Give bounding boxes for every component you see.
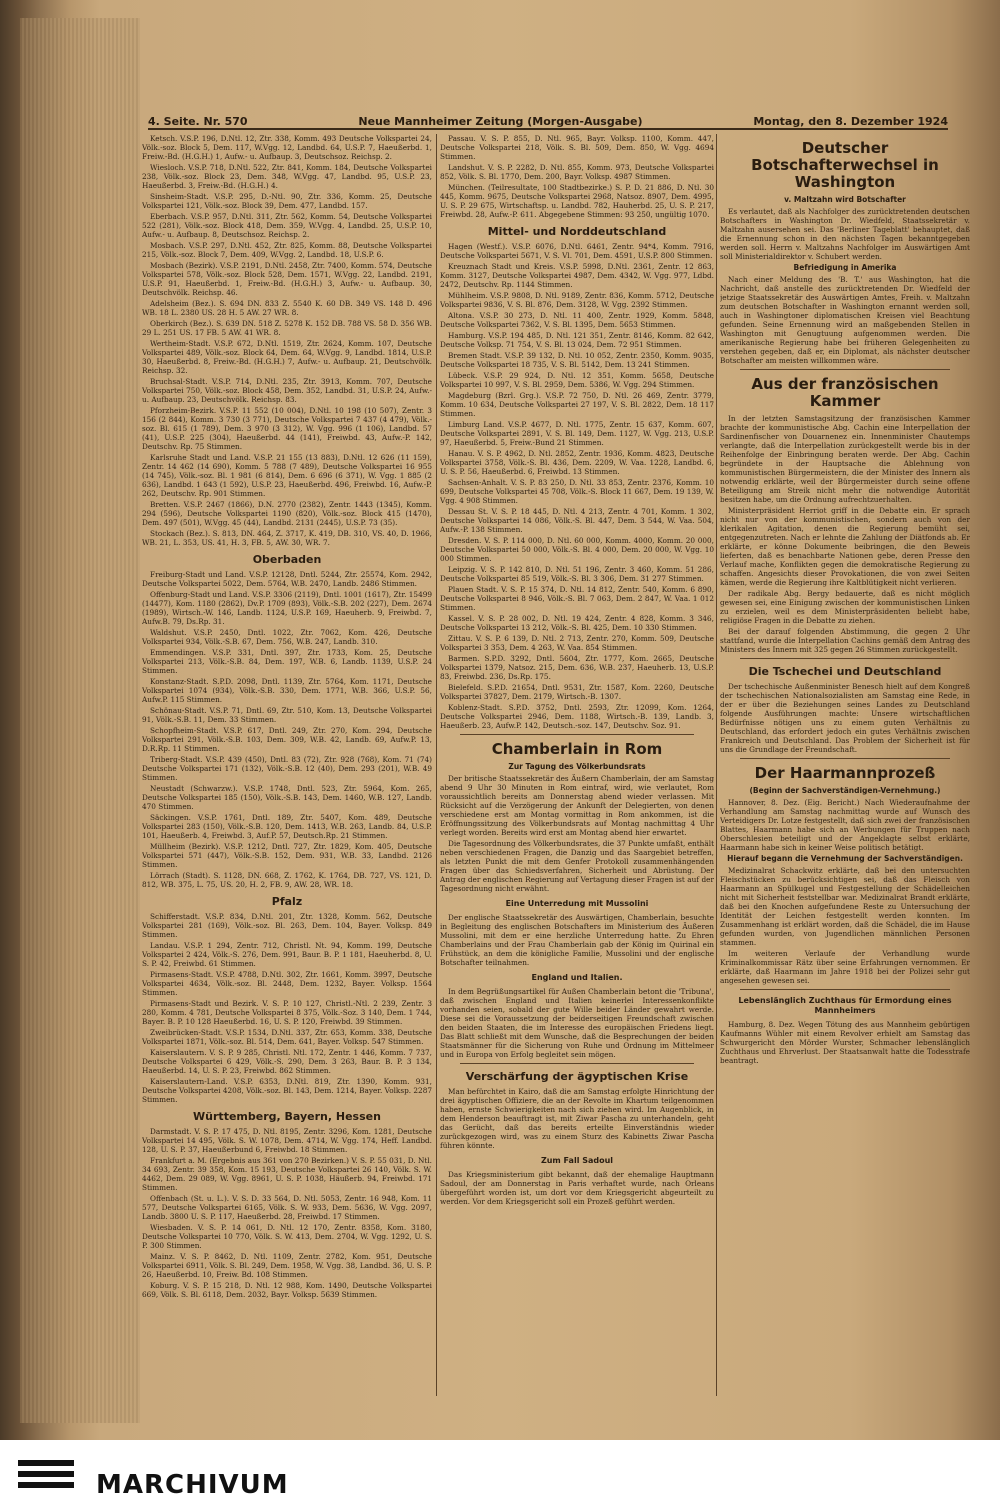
subheading-sadoul: Zum Fall Sadoul: [540, 1156, 614, 1165]
archive-footer: [0, 1440, 1000, 1512]
result-paragraph: Karlsruhe Stadt und Land. V.S.P. 21 155 (13 883), D.Ntl. 12 626 (11 159), Zentr. 14 462 (14 690), Komm. 5 788 (7 489), Deutsche Volkspartei 16 955 (14 745), Völk.-soz. Bl. 1 981 (6 814), Dem. 6 696 (6 371), W. Vgg. 1 885 (2 636), Landbd. 1 643 (1 592), U.S.P. 23, Haeußerbd. 496, Freiwbd. 16, Aufw.-P. 262, Deutschv. Rp. 901 Stimmen.: [142, 453, 432, 498]
headline-chamberlain: Chamberlain in Rom: [491, 740, 663, 758]
result-paragraph: Mosbach. V.S.P. 297, D.Ntl. 452, Ztr. 825, Komm. 88, Deutsche Volkspartei 215, Völk.-soz. Block 7, Dem. 409, W.Vgg. 2, Landbd. 18, U.S.P. 6.: [142, 241, 432, 259]
result-paragraph: Pirmasens-Stadt. V.S.P. 4788, D.Ntl. 302, Ztr. 1661, Komm. 3997, Deutsche Volkspartei 4634, Völk.-soz. Bl. 2448, Dem. 1232, Bayer. Volksp. 1564 Stimmen.: [142, 970, 432, 997]
subheadline: Hierauf begann die Vernehmung der Sachverständigen.: [727, 854, 963, 863]
article-paragraph: Hannover, 8. Dez. (Eig. Bericht.) Nach Wiederaufnahme der Verhandlung am Samstag nachmittag wurde auf Wunsch des Verteidigers Dr. Lotze festgestellt, daß sich zwei der französischen Blattes, Haarmann habe sich an Werbungen für Truppen nach Oberschlesien beteiligt und der Angeklagte selbst erklärte, Haarmann habe sich in keiner Weise politisch betätigt.: [720, 798, 970, 852]
article-paragraph: Bei der darauf folgenden Abstimmung, die gegen 2 Uhr stattfand, wurde die Interpellation Cachins gemäß dem Antrag des Ministers des Innern mit 325 gegen 26 Stimmen zurückgestellt.: [720, 627, 970, 654]
result-paragraph: Wiesbaden. V. S. P. 14 061, D. Ntl. 12 170, Zentr. 8358, Kom. 3180, Deutsche Volkspartei 10 770, Völk. S. W. 413, Dem. 2704, W. Vgg. 1292, U. S. P. 300 Stimmen.: [142, 1223, 432, 1250]
headline-tschechei: Die Tschechei und Deutschland: [748, 665, 942, 678]
column-right: [720, 134, 970, 1396]
article-paragraph: Es verlautet, daß als Nachfolger des zurücktretenden deutschen Botschafters in Washington Dr. Wiedfeld, Staatssekretär v. Maltzahn ausersehen sei. Das 'Berliner Tageblatt' behauptet, daß die Ernennung schon in den nächsten Tagen bekanntgegeben werden soll. Herrn v. Maltzahns Nachfolger im Auswärtigen Amt soll Ministerialdirektor v. Schubert werden.: [720, 207, 970, 261]
result-paragraph: Hamburg. V.S.P. 194 485, D. Ntl. 121 351, Zentr. 8146, Komm. 82 642, Deutsche Volksp. 71 754, V. S. Bl. 13 024, Dem. 72 951 Stimmen.: [440, 331, 714, 349]
result-paragraph: Dresden. V. S. P. 114 000, D. Ntl. 60 000, Komm. 4000, Komm. 20 000, Deutsche Volkspartei 50 000, Völk.-S. Bl. 4 000, Dem. 20 000, W. Vgg. 10 000 Stimmen.: [440, 536, 714, 563]
column-middle: [440, 134, 714, 1396]
article-paragraph: In der letzten Samstagsitzung der französischen Kammer brachte der kommunistische Abg. Cachin eine Interpellation der Sardinenfischer von Douarnenez ein. Innenminister Chautemps verlangte, daß die Interpellation zurückgestellt werde bis in der Reihenfolge der Einbringung beraten werde. Der Abg. Cachin begründete in der Hauptsache die Ablehnung von kommunistischen Bürgermeistern, die der Minister des Innern als notwendig erklärte, weil der Bürgermeister durch seine offene Beteiligung am Streik nicht mehr die notwendige Autorität besitzen habe, um die Ordnung aufrechtzuerhalten.: [720, 414, 970, 504]
issue-date: Montag, den 8. Dezember 1924: [753, 115, 948, 128]
result-paragraph: Bretten. V.S.P. 2467 (1866), D.N. 2770 (2382), Zentr. 1443 (1345), Komm. 294 (596), Deutsche Volkspartei 1190 (820), Völk.-soz. Block 415 (1470), Dem. 497 (501), W.Vgg. 45 (44), Landbd. 2131 (2445), U.S.P. 73 (35).: [142, 500, 432, 527]
result-paragraph: Pforzheim-Bezirk. V.S.P. 11 552 (10 004), D.Ntl. 10 198 (10 507), Zentr. 3 156 (2 844), Komm. 3 730 (3 771), Deutsche Volkspartei 7 437 (4 479), Völk.-soz. Bl. 615 (1 789), Dem. 3 970 (3 312), W. Vgg. 996 (1 106), Landbd. 57 (41), U.S.P. 225 (304), Haeußerbd. 44 (141), Freiwbd. 43, Aufw.-P. 142, Deutschv. Rp. 75 Stimmen.: [142, 406, 432, 451]
section-heading-pfalz: Pfalz: [271, 895, 303, 908]
result-paragraph: Plauen Stadt. V. S. P. 15 374, D. Ntl. 14 812, Zentr. 540, Komm. 6 890, Deutsche Volkspartei 8 946, Völk.-S. Bl. 7 063, Dem. 2 847, W. Vaa. 1 012 Stimmen.: [440, 585, 714, 612]
headline-kammer: Aus der französischen Kammer: [751, 375, 939, 410]
result-paragraph: Schönau-Stadt. V.S.P. 71, Dntl. 69, Ztr. 510, Kom. 13, Deutsche Volkspartei 91, Völk.-S.B. 11, Dem. 33 Stimmen.: [142, 706, 432, 724]
article-paragraph: Ministerpräsident Herriot griff in die Debatte ein. Er sprach nicht nur von der kommunistischen, sondern auch von der klerikalen Agitation, denen die Regierung bemüht sei, entgegenzutreten. Nach er lehnte die Zahlung der Diätfonds ab. Er erklärte, er könne Dokumente beibringen, die den Beweis lieferten, daß es benachbarte Nationen gebe, deren Presse den Verlauf mache, Konflikten gegen die demokratische Regierung zu schaffen. Angesichts dieser Provokationen, die von zwei Seiten kämen, werde die Regierung ihre Kaltblütigkeit nicht verlieren.: [720, 506, 970, 587]
section-heading-oberbaden: Oberbaden: [252, 553, 322, 566]
result-paragraph: Frankfurt a. M. (Ergebnis aus 361 von 270 Bezirken.) V. S. P. 55 031, D. Ntl. 34 693, Zentr. 39 358, Kom. 15 193, Deutsche Volkspartei 26 140, Völk. S. W. 4462, Dem. 29 089, W. Vgg. 8961, U. S. P. 1038, Häußerb. 94, Freiwbd. 171 Stimmen.: [142, 1156, 432, 1192]
result-paragraph: Altona. V.S.P. 30 273, D. Ntl. 11 400, Zentr. 1929, Komm. 5848, Deutsche Volkspartei 7362, V. S. Bl. 1395, Dem. 5653 Stimmen.: [440, 311, 714, 329]
result-paragraph: Bruchsal-Stadt. V.S.P. 714, D.Ntl. 235, Ztr. 3913, Komm. 707, Deutsche Volkspartei 750, Völk.-soz. Block 458, Dem. 352, Landbd. 31, U.S.P. 24, Aufw.- u. Aufbaup. 23, Deutschvölk. Reichsp. 83.: [142, 377, 432, 404]
subheadline: Befriedigung in Amerika: [793, 263, 897, 272]
divider: [460, 734, 694, 735]
divider: [740, 369, 950, 370]
result-paragraph: Dessau St. V. S. P. 18 445, D. Ntl. 4 213, Zentr. 4 701, Komm. 1 302, Deutsche Volkspartei 14 086, Völk.-S. Bl. 447, Dem. 3 544, W. Vaa. 504, Aufw.-P. 138 Stimmen.: [440, 507, 714, 534]
result-paragraph: Hanau. V. S. P. 4962, D. Ntl. 2852, Zentr. 1936, Komm. 4823, Deutsche Volkspartei 3758, Völk.-S. Bl. 436, Dem. 2209, W. Vaa. 1228, Landbd. 6, U. S. P. 56, Haeußerbd. 6, Freiwbd. 13 Stimmen.: [440, 449, 714, 476]
headline-aegypten: Verschärfung der ägyptischen Krise: [465, 1070, 689, 1083]
column-election-results: [142, 134, 432, 1396]
article-paragraph: Man befürchtet in Kairo, daß die am Samstag erfolgte Hinrichtung der drei ägyptischen Offiziere, die an der Revolte im Khartum teilgenommen haben, ernste Schwierigkeiten nach sich ziehen wird. Im Augenblick, in dem Henderson beauftragt ist, mit Ziwar Pascha zu unterhandeln, geht das Gerücht, daß das bereits erteilte Einverständnis wieder zurückgezogen wird, was zu einem Sturz des Kabinetts Ziwar Pascha führen könnte.: [440, 1087, 714, 1150]
column-rule: [716, 134, 717, 1396]
result-paragraph: Mosbach (Bezirk). V.S.P. 2191, D.Ntl. 2458, Ztr. 7400, Komm. 574, Deutsche Volkspartei 578, Völk.-soz. Block 528, Dem. 1571, W.Vgg. 22, Landbd. 2191, U.S.P. 91, Haeußerbd. 1, Freiw.-Bd. (H.G.H.) 3, Aufw.- u. Aufbaup. 30, Deutschvölk. Reichsp. 46.: [142, 261, 432, 297]
result-paragraph: Lübeck. V.S.P. 29 924, D. Ntl. 12 351, Komm. 5658, Deutsche Volkspartei 10 997, V. S. Bl. 2959, Dem. 5386, W. Vgg. 294 Stimmen.: [440, 371, 714, 389]
result-paragraph: Sinsheim-Stadt. V.S.P. 295, D.-Ntl. 90, Ztr. 336, Komm. 25, Deutsche Volkspartei 121, Völk.-soz. Block 39, Dem. 477, Landbd. 157.: [142, 192, 432, 210]
result-paragraph: Leipzig. V. S. P. 142 810, D. Ntl. 51 196, Zentr. 3 460, Komm. 51 286, Deutsche Volkspartei 85 519, Völk.-S. Bl. 3 306, Dem. 31 277 Stimmen.: [440, 565, 714, 583]
result-paragraph: Freiburg-Stadt und Land. V.S.P. 12128, Dntl. 5244, Ztr. 25574, Kom. 2942, Deutsche Volkspartei 5022, Dem. 5764, W.B. 2470, Landb. 2486 Stimmen.: [142, 570, 432, 588]
article-paragraph: Der tschechische Außenminister Benesch hielt auf dem Kongreß der tschechischen Nationalsozialisten am Samstag eine Rede, in der er über die Beziehungen seines Landes zu Deutschland folgende Ausführungen machte: Unsere wirtschaftlichen Bedürfnisse nötigen uns zu einem guten Verhältnis zu Deutschland, das erfordert jedoch ein gutes Verhältnis zwischen Frankreich und Deutschland. Das Problem der Sicherheit ist für uns die Grundlage der Freundschaft.: [720, 682, 970, 754]
archive-brand: MARCHIVUM: [96, 1470, 289, 1500]
result-paragraph: Mühlheim. V.S.P. 9808, D. Ntl. 9189, Zentr. 836, Komm. 5712, Deutsche Volkspartei 9836, V. S. Bl. 876, Dem. 3128, W. Vgg. 2392 Stimmen.: [440, 291, 714, 309]
result-paragraph: Bielefeld. S.P.D. 21654, Dntl. 9531, Ztr. 1587, Kom. 2260, Deutsche Volkspartei 37827, Dem. 2179, Wirtsch.-B. 1307.: [440, 683, 714, 701]
result-paragraph: Emmendingen. V.S.P. 331, Dntl. 397, Ztr. 1733, Kom. 25, Deutsche Volkspartei 213, Völk.-S.B. 84, Dem. 197, W.B. 6, Landb. 1139, U.S.P. 24 Stimmen.: [142, 648, 432, 675]
result-paragraph: Passau. V. S. P. 855, D. Ntl. 965, Bayr. Volksp. 1100, Komm. 447, Deutsche Volkspartei 218, Völk. S. Bl. 509, Dem. 850, W. Vgg. 4694 Stimmen.: [440, 134, 714, 161]
result-paragraph: München. (Teilresultate, 100 Stadtbezirke.) S. P. D. 21 886, D. Ntl. 30 445, Komm. 9675, Deutsche Volkspartei 2968, Natsoz. 8907, Dem. 4995, U. S. P. 29 675, Wirtschaftsp. u. Landbd. 782, Hauherbd. 25, U. S. P. 217, Freiwbd. 28, Aufw.-P. 611. Abgegebene Stimmen: 93 250, ungültig 1070.: [440, 183, 714, 219]
result-paragraph: Schopfheim-Stadt. V.S.P. 617, Dntl. 249, Ztr. 270, Kom. 294, Deutsche Volkspartei 291, Völk.-S.B. 103, Dem. 309, W.B. 42, Landb. 69, Aufw.P. 13, D.R.Rp. 11 Stimmen.: [142, 726, 432, 753]
article-paragraph: In dem Begrüßungsartikel für Außen Chamberlain betont die 'Tribuna', daß zwischen England und Italien keinerlei Interessenkonflikte vorhanden seien, sobald der gute Wille beider Länder gewahrt werde. Diese sei die Voraussetzung der beiderseitigen Freundschaft zwischen den beiden Staaten, die im Interesse des europäischen Friedens liegt. Das Blatt schließt mit dem Wunsche, daß die Besprechungen der beiden Staatsmänner für die Sicherung von Ruhe und Ordnung im Mittelmeer und in Europa von Erfolg begleitet sein mögen.: [440, 987, 714, 1059]
result-paragraph: Konstanz-Stadt. S.P.D. 2098, Dntl. 1139, Ztr. 5764, Kom. 1171, Deutsche Volkspartei 1074 (934), Völk.-S.B. 330, Dem. 1771, W.B. 366, U.S.P. 56, Aufw.P. 115 Stimmen.: [142, 677, 432, 704]
result-paragraph: Pirmasens-Stadt und Bezirk. V. S. P. 10 127, Christl.-Ntl. 2 239, Zentr. 3 280, Komm. 4 781, Deutsche Volkspartei 8 375, Völk.-Soz. 3 140, Dem. 1 744, Bayer. B. P. 10 128 Haeußerbd. 16, U. S. P. 120, Freiwbd. 39 Stimmen.: [142, 999, 432, 1026]
result-paragraph: Lörrach (Stadt). S. 1128, DN. 668, Z. 1762, K. 1764, DB. 727, VS. 121, D. 812, WB. 375, L. 75, US. 20, H. 2, FB. 9, AW. 28, WR. 18.: [142, 871, 432, 889]
result-paragraph: Oberkirch (Bez.). S. 639 DN. 518 Z. 5278 K. 152 DB. 788 VS. 58 D. 356 WB. 29 L. 251 US. 17 FB. 5 AW. 41 WR. 8.: [142, 319, 432, 337]
result-paragraph: Wiesloch. V.S.P. 718, D.Ntl. 522, Ztr. 841, Komm. 184, Deutsche Volkspartei 238, Völk.-soz. Block 23, Dem. 348, W.Vgg. 47, Landbd. 95, U.S.P. 23, Haeußerbd. 3, Freiw.-Bd. (H.G.H.) 4.: [142, 163, 432, 190]
divider: [460, 1063, 694, 1064]
result-paragraph: Offenburg-Stadt und Land. V.S.P. 3306 (2119), Dntl. 1001 (1617), Ztr. 15499 (14477), Kom. 1180 (2862), Dv.P. 1709 (893), Völk.-S.B. 202 (227), Dem. 2674 (1989), Wirtsch.-W. 146, Landb. 1124, U.S.P. 169, Haeuherb. 9, Freiwbd. 7, Aufw.B. 79, Ds.Rp. 31.: [142, 590, 432, 626]
result-paragraph: Schifferstadt. V.S.P. 834, D.Ntl. 201, Ztr. 1328, Komm. 562, Deutsche Volkspartei 281 (169), Völk.-soz. Bl. 263, Dem. 104, Bayer. Volksp. 849 Stimmen.: [142, 912, 432, 939]
result-paragraph: Ketsch. V.S.P. 196, D.Ntl. 12, Ztr. 338, Komm. 493 Deutsche Volkspartei 24, Völk.-soz. Block 5, Dem. 117, W.Vgg. 12, Landbd. 64, U.S.P. 7, Haeußerbd. 1, Freiw.-Bd. (H.G.H.) 1, Aufw.- u. Aufbaup. 3, Deutschsoz. Reichsp. 2.: [142, 134, 432, 161]
section-heading-wuerttemberg: Württemberg, Bayern, Hessen: [193, 1110, 381, 1123]
result-paragraph: Landau. V.S.P. 1 294, Zentr. 712, Christl. Nt. 94, Komm. 199, Deutsche Volkspartei 2 424, Völk.-S. 276, Dem. 991, Baur. B. P. 1 181, Haeuherbd. 8, U. S. P. 42, Freiwbd. 61 Stimmen.: [142, 941, 432, 968]
subheadline: (Beginn der Sachverständigen-Vernehmung.): [749, 786, 941, 795]
headline-haarmann: Der Haarmannprozeß: [754, 764, 936, 782]
subheadline: v. Maltzahn wird Botschafter: [784, 195, 906, 204]
divider: [740, 989, 950, 990]
subheadline: Zur Tagung des Völkerbundsrats: [508, 762, 646, 771]
article-paragraph: Hamburg, 8. Dez. Wegen Tötung des aus Mannheim gebürtigen Kaufmanns Wühler mit einem Revolver erhielt am Samstag das Schwurgericht den Mörder Wurster, Schmacher lebenslänglich Zuchthaus und Ehrverlust. Der Staatsanwalt hatte die Todesstrafe beantragt.: [720, 1020, 970, 1065]
article-paragraph: Nach einer Meldung des 'B. T.' aus Washington, hat die Nachricht, daß anstelle des zurücktretenden Dr. Wiedfeld der jetzige Staatssekretär des Auswärtigen Amtes, Freih. v. Maltzahn zum deutschen Botschafter in Washington ernannt werden soll, auch in Washingtoner diplomatischen Kreisen viel Beachtung gefunden. Seine Ernennung wird an maßgebenden Stellen in Washington mit Genugtuung aufgenommen werden. Die amerikanische Regierung habe bei früheren Gelegenheiten zu verstehen gegeben, daß er, ein Diplomat, als nächster deutscher Botschafter am meisten willkommen wäre.: [720, 275, 970, 365]
result-paragraph: Mainz. V. S. P. 8462, D. Ntl. 1109, Zentr. 2782, Kom. 951, Deutsche Volkspartei 6911, Völk. S. Bl. 249, Dem. 1958, W. Vgg. 38, Landbd. 36, U. S. P. 26, Haeußerbd. 10, Freiw. Bd. 108 Stimmen.: [142, 1252, 432, 1279]
divider: [740, 658, 950, 659]
result-paragraph: Bremen Stadt. V.S.P. 39 132, D. Ntl. 10 052, Zentr. 2350, Komm. 9035, Deutsche Volkspartei 18 735, V. S. Bl. 5142, Dem. 13 241 Stimmen.: [440, 351, 714, 369]
result-paragraph: Waldshut. V.S.P. 2450, Dntl. 1022, Ztr. 7062, Kom. 426, Deutsche Volkspartei 934, Völk.-S.B. 67, Dem. 756, W.B. 247, Landb. 310.: [142, 628, 432, 646]
result-paragraph: Kaiserslautern. V. S. P. 9 285, Christl. Ntl. 172, Zentr. 1 446, Komm. 7 737, Deutsche Volkspartei 6 429, Völk.-S. 290, Dem. 3 263, Baur. B. P. 3 134, Haeußerbd. 14, U. S. P. 23, Freiwbd. 862 Stimmen.: [142, 1048, 432, 1075]
result-paragraph: Kreuznach Stadt und Kreis. V.S.P. 5998, D.Ntl. 2361, Zentr. 12 863, Komm. 3127, Deutsche Volkspartei 4987, Dem. 4342, W. Vgg. 977, Ldbd. 2472, Deutschv. Rp. 1144 Stimmen.: [440, 262, 714, 289]
result-paragraph: Eberbach. V.S.P. 957, D.Ntl. 311, Ztr. 562, Komm. 54, Deutsche Volkspartei 522 (281), Völk.-soz. Block 418, Dem. 359, W.Vgg. 4, Landbd. 25, U.S.P. 10, Aufw.- u. Aufbaup. 8, Deutschsoz. Reichsp. 2.: [142, 212, 432, 239]
result-paragraph: Offenbach (St. u. L.). V. S. D. 33 564, D. Ntl. 5053, Zentr. 16 948, Kom. 11 577, Deutsche Volkspartei 6165, Völk. S. W. 933, Dem. 5636, W. Vgg. 2097, Landb. 3800 U. S. P. 117, Haeußerbd. 28, Freiwbd. 17 Stimmen.: [142, 1194, 432, 1221]
newspaper-title: Neue Mannheimer Zeitung (Morgen-Ausgabe): [358, 115, 643, 128]
newspaper-page: [118, 108, 970, 1420]
result-paragraph: Hagen (Westf.). V.S.P. 6076, D.Ntl. 6461, Zentr. 94*4, Komm. 7916, Deutsche Volkspartei 5671, V. S. Vl. 701, Dem. 4591, U.S.P. 800 Stimmen.: [440, 242, 714, 260]
result-paragraph: Limburg Land. V.S.P. 4677, D. Ntl. 1775, Zentr. 15 637, Komm. 607, Deutsche Volkspartei 2891, V. S. Bl. 149, Dem. 1127, W. Vgg. 213, U.S.P. 97, Haeußerbd. 5, Freiw.-Bund 21 Stimmen.: [440, 420, 714, 447]
result-paragraph: Adelsheim (Bez.). S. 694 DN. 833 Z. 5540 K. 60 DB. 349 VS. 148 D. 496 WB. 18 L. 2380 US. 28 H. 5 AW. 27 WR. 8.: [142, 299, 432, 317]
result-paragraph: Landshut. V. S. P. 2282, D. Ntl. 855, Komm. 973, Deutsche Volkspartei 852, Völk. S. Bl. 1770, Dem. 200, Bayr. Volksp. 4987 Stimmen.: [440, 163, 714, 181]
divider: [740, 758, 950, 759]
article-paragraph: Das Kriegsministerium gibt bekannt, daß der ehemalige Hauptmann Sadoul, der am Donnerstag in Paris verhaftet wurde, nach Orleans übergeführt worden ist, um dort vor dem Kriegsgericht abgeurteilt zu werden. Vor dem Kriegsgericht soll ein Prozeß geführt werden.: [440, 1170, 714, 1206]
result-paragraph: Koburg. V. S. P. 15 218, D. Ntl. 12 988, Kom. 1490, Deutsche Volkspartei 669, Völk. S. Bl. 6118, Dem. 2032, Bayr. Volksp. 5639 Stimmen.: [142, 1281, 432, 1299]
marchivum-logo-icon: [18, 1460, 74, 1500]
headline-zuchthaus: Lebenslänglich Zuchthaus für Ermordung eines Mannheimers: [738, 996, 952, 1015]
result-paragraph: Barmen. S.P.D. 3292, Dntl. 5604, Ztr. 1777, Kom. 2665, Deutsche Volkspartei 1379, Natsoz. 215, Dem. 636, W.B. 237, Haeuherb. 13, U.S.P. 83, Freiwbd. 236, Ds.Rp. 175.: [440, 654, 714, 681]
result-paragraph: Sachsen-Anhalt. V. S. P. 83 250, D. Ntl. 33 853, Zentr. 2376, Komm. 10 699, Deutsche Volkspartei 45 708, Völk.-S. Block 11 667, Dem. 19 139, W. Vgg. 4 908 Stimmen.: [440, 478, 714, 505]
headline-botschafterwechsel: Deutscher Botschafterwechsel in Washington: [751, 139, 939, 191]
column-rule: [436, 134, 437, 1396]
article-paragraph: Die Tagesordnung des Völkerbundsrates, die 37 Punkte umfaßt, enthält neben verschiedenen Fragen, die Danzig und das Saargebiet betreffen, als letzten Punkt die mit dem Genfer Protokoll zusammenhängenden Fragen über das Schiedsverfahren, Sicherheit und Abrüstung. Der Antrag der englischen Regierung auf Vertagung dieser Fragen ist auf der Tagesordnung nicht erwähnt.: [440, 839, 714, 893]
result-paragraph: Neustadt (Schwarzw.). V.S.P. 1748, Dntl. 523, Ztr. 5964, Kom. 265, Deutsche Volkspartei 185 (150), Völk.-S.B. 143, Dem. 1460, W.B. 127, Landb. 470 Stimmen.: [142, 784, 432, 811]
article-paragraph: Der englische Staatssekretär des Auswärtigen, Chamberlain, besuchte in Begleitung des englischen Botschafters im Ministerium des Äußeren Mussolini, mit dem er eine herzliche Unterredung hatte. Zu Ehren Chamberlains und der Frau Chamberlain gab der König im Quirinal ein Frühstück, an dem die königliche Familie, Mussolini und der englische Botschafter teilnahmen.: [440, 913, 714, 967]
article-paragraph: Der radikale Abg. Bergy bedauerte, daß es nicht möglich gewesen sei, eine Einigung zwischen der kommunistischen Linken zu erzielen, weil es dem Ministerpräsidenten beliebt habe, religiöse Fragen in die Debatte zu ziehen.: [720, 589, 970, 625]
result-paragraph: Zittau. V. S. P. 6 139, D. Ntl. 2 713, Zentr. 270, Komm. 509, Deutsche Volkspartei 3 353, Dem. 4 263, W. Vaa. 854 Stimmen.: [440, 634, 714, 652]
result-paragraph: Zweibrücken-Stadt. V.S.P. 1534, D.Ntl. 337, Ztr. 653, Komm. 338, Deutsche Volkspartei 1871, Völk.-soz. Bl. 514, Dem. 641, Bayer. Volksp. 547 Stimmen.: [142, 1028, 432, 1046]
section-heading-norddeutschland: Mittel- und Norddeutschland: [487, 225, 667, 238]
result-paragraph: Müllheim (Bezirk). V.S.P. 1212, Dntl. 727, Ztr. 1829, Kom. 405, Deutsche Volkspartei 571 (447), Völk.-S.B. 152, Dem. 931, W.B. 33, Landbd. 2126 Stimmen.: [142, 842, 432, 869]
subheading-england-italien: England und Italien.: [531, 973, 623, 982]
article-paragraph: Im weiteren Verlaufe der Verhandlung wurde Kriminalkommissar Rätz über seine Erfahrungen vernommen. Er erklärte, daß Haarmann im Jahre 1918 bei der Polizei sehr gut angesehen gewesen sei.: [720, 949, 970, 985]
result-paragraph: Wertheim-Stadt. V.S.P. 672, D.Ntl. 1519, Ztr. 2624, Komm. 107, Deutsche Volkspartei 489, Völk.-soz. Block 64, Dem. 64, W.Vgg. 9, Landbd. 1814, U.S.P. 30, Haeußerbd. 8, Freiw.-Bd. (H.G.H.) 7, Aufw.- u. Aufbaup. 21, Deutschvölk. Reichsp. 32.: [142, 339, 432, 375]
result-paragraph: Kassel. V. S. P. 28 002, D. Ntl. 19 424, Zentr. 4 828, Komm. 3 346, Deutsche Volkspartei 13 212, Völk.-S. Bl. 425, Dem. 10 330 Stimmen.: [440, 614, 714, 632]
subheading-mussolini: Eine Unterredung mit Mussolini: [505, 899, 649, 908]
result-paragraph: Kaiserslautern-Land. V.S.P. 6353, D.Ntl. 819, Ztr. 1390, Komm. 931, Deutsche Volkspartei 4208, Völk.-soz. Bl. 143, Dem. 1214, Bayer. Volksp. 2287 Stimmen.: [142, 1077, 432, 1104]
article-paragraph: Medizinalrat Schackwitz erklärte, daß bei den untersuchten Fleischstücken zu berücksichtigen sei, daß das Fleisch von Haarmann an Spülkugel und Festgestellung der Schädelleichen nicht mit Sicherheit feststellbar war. Medizinalrat Brandt erklärte, daß bei den Knochen aufgefundene Reste zu Untersuchung der Identität der Leichen festgestellt werden konnten. Im Zusammenhang ist erklärt worden, daß die Schädel, die im Hause gefunden wurden, von Jugendlichen männlichen Personen stammen.: [720, 866, 970, 947]
page-header: [148, 108, 948, 130]
result-paragraph: Koblenz-Stadt. S.P.D. 3752, Dntl. 2593, Ztr. 12099, Kom. 1264, Deutsche Volkspartei 2946, Dem. 1188, Wirtsch.-B. 139, Landb. 3, Haeußerb. 23, Aufw.P. 142, Deutsch.-soz. 147, Deutschv. Soz. 91.: [440, 703, 714, 730]
page-number: 4. Seite. Nr. 570: [148, 115, 248, 128]
result-paragraph: Darmstadt. V. S. P. 17 475, D. Ntl. 8195, Zentr. 3296, Kom. 1281, Deutsche Volkspartei 14 495, Völk. S. W. 1078, Dem. 4714, W. Vgg. 174, Heff. Landbd. 128, U. S. P. 37, Haeußerbund 6, Freiwbd. 18 Stimmen.: [142, 1127, 432, 1154]
result-paragraph: Stockach (Bez.). S. 813, DN. 464, Z. 3717, K. 419, DB. 310, VS. 40, D. 1966, WB. 21, L. 353, US. 41, H. 3, FB. 5, AW. 30, WR. 7.: [142, 529, 432, 547]
result-paragraph: Triberg-Stadt. V.S.P. 439 (450), Dntl. 83 (72), Ztr. 928 (768), Kom. 71 (74) Deutsche Volkspartei 171 (132), Völk.-S.B. 12 (40), Dem. 293 (201), W.B. 49 Stimmen.: [142, 755, 432, 782]
result-paragraph: Säckingen. V.S.P. 1761, Dntl. 189, Ztr. 5407, Kom. 489, Deutsche Volkspartei 283 (150), Völk.-S.B. 120, Dem. 1413, W.B. 263, Landb. 84, U.S.P. 101, Haeußerb. 4, Freiwbd. 3, Auf.P. 57, Deutsch.Rp. 21 Stimmen.: [142, 813, 432, 840]
result-paragraph: Magdeburg (Bzrl. Grg.). V.S.P. 72 750, D. Ntl. 26 469, Zentr. 3779, Komm. 10 634, Deutsche Volkspartei 27 197, V. S. Bl. 2822, Dem. 18 117 Stimmen.: [440, 391, 714, 418]
article-paragraph: Der britische Staatssekretär des Äußern Chamberlain, der am Samstag abend 9 Uhr 30 Minuten in Rom eintraf, wird, wie verlautet, Rom voraussichtlich bereits am Donnerstag abend wieder verlassen. Mit Rücksicht auf die Verzögerung der Ankunft der Delegierten, von denen verschiedene erst am Montag vormittag in Rom ankommen, ist die Eröffnungssitzung des Völkerbundsrats auf Montag nachmittag 4 Uhr verlegt worden. Bereits wird erst am Montag abend hier erwartet.: [440, 774, 714, 837]
